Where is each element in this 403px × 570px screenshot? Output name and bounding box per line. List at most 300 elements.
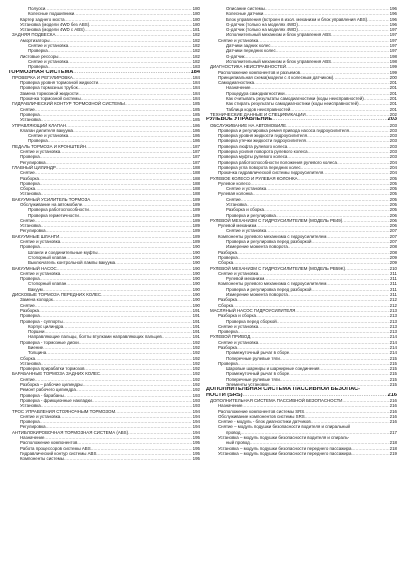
toc-page-number: 216 — [389, 408, 397, 414]
toc-entry-title: Замена тормозной жидкости — [20, 90, 79, 96]
toc-entry-title: Установка — [20, 223, 41, 229]
toc-entry-title: Проверка — [20, 111, 40, 117]
toc-page-number: 195 — [192, 456, 200, 462]
toc-entry-title: Направляющие пальцы, болты втулками направляющих пальцев — [28, 334, 162, 340]
toc-entry-title: Разборка и сборка — [226, 207, 264, 213]
toc-page-number: 191 — [192, 313, 200, 319]
toc-entry-title: Самодиагностика — [218, 80, 255, 86]
toc-entry-title: Стопорный клапан — [28, 281, 67, 287]
toc-page-number: 195 — [192, 450, 200, 456]
toc-page-number: 180 — [192, 11, 200, 17]
toc-page-number: 212 — [389, 297, 397, 303]
toc-entry — [206, 451, 397, 456]
toc-entry-title: Сборка — [20, 186, 36, 192]
toc-page-number: 191 — [192, 334, 200, 340]
toc-page-number: 214 — [389, 334, 397, 340]
toc-page-number: 215 — [389, 366, 397, 372]
toc-page-number: 191 — [192, 307, 200, 313]
toc-entry-title: Снятие и установка — [20, 413, 61, 419]
toc-page-number: 190 — [192, 297, 200, 303]
toc-entry-title: Расположение компонентов и разъемов — [218, 69, 300, 75]
toc-page-number: 203 — [389, 133, 397, 139]
toc-entry-title: Проверка перед сборкой — [226, 318, 277, 324]
toc-entry-title: Элементы установки — [226, 382, 269, 388]
toc-page-number: 198 — [389, 58, 397, 64]
toc-entry-title: ОБСЛУЖИВАНИЕ НА АВТОМОБИЛЕ — [210, 122, 287, 128]
toc-page-number: 190 — [192, 276, 200, 282]
toc-entry-title: Компоненты системы — [20, 456, 64, 462]
toc-entry-title: Снятие и установка — [226, 186, 267, 192]
toc-page-number: 203 — [389, 143, 397, 149]
toc-entry-title: УПРАВЛЯЮЩИЙ КЛАПАН — [12, 122, 67, 128]
toc-entry-title: МАСЛЯНЫЙ НАСОС ГИДРОУСИЛИТЕЛЯ — [210, 307, 296, 313]
toc-page-number: 180 — [192, 16, 200, 22]
toc-page-number: 185 — [192, 106, 200, 112]
toc-page-number: 196 — [389, 16, 397, 22]
toc-page-number: 206 — [389, 223, 397, 229]
toc-page-number: 192 — [192, 355, 200, 361]
toc-entry-title: Разборка — [218, 249, 237, 255]
toc-entry-title: Установка — [20, 360, 41, 366]
toc-page-number: 197 — [389, 32, 397, 38]
toc-entry-title: ЗАДНЯЯ ПОДВЕСКА — [12, 32, 56, 38]
toc-page-number: 190 — [192, 254, 200, 260]
toc-page-number: 218 — [389, 445, 397, 451]
toc-page-number: 219 — [389, 450, 397, 456]
toc-entry-title: Сборка — [20, 355, 36, 361]
toc-page-number: 204 — [389, 164, 397, 170]
toc-column-left — [8, 6, 200, 462]
toc-page-number: 207 — [389, 228, 397, 234]
toc-entry-title: Рулевая колонка — [218, 191, 253, 197]
toc-entry-title: Снятие — [20, 302, 35, 308]
toc-page-number: 213 — [389, 307, 397, 313]
toc-entry-title: Прокачка тормозной системы — [20, 96, 81, 102]
toc-entry-title: Толщина — [28, 350, 47, 356]
toc-entry-title: Проверка — [20, 244, 40, 250]
toc-page-number: 186 — [192, 122, 200, 128]
toc-entry-title: Сборка — [218, 302, 234, 308]
toc-entry-title: Снятие и установка — [28, 133, 69, 139]
toc-entry-title: Датчики задних колес — [226, 43, 271, 49]
toc-entry-title: Как считывать результаты самодиагностики (коды неисправностей) — [226, 96, 364, 102]
toc-entry-title: Проверка утечки жидкости гидроусилителя — [218, 138, 306, 144]
toc-entry-title: Проверка — [20, 419, 40, 425]
toc-entry-title: ВАКУУМНЫЕ ШЛАНГИ — [12, 233, 60, 239]
toc-entry-title: ВАКУУМНЫЙ УСИЛИТЕЛЬ ТОРМОЗА — [12, 196, 91, 202]
toc-entry-title: Проверка люфта рулевого колеса — [218, 143, 288, 149]
toc-page-number: 201 — [389, 106, 397, 112]
toc-entry-title: ТОРМОЗНАЯ СИСТЕМА — [8, 69, 74, 75]
toc-entry-title: Проверка работоспособности положения рулевого колеса — [218, 159, 337, 165]
toc-entry-title: Проверка — [218, 254, 238, 260]
toc-entry-title: Проверка и регулировка перед разборкой — [226, 286, 312, 292]
toc-entry-title: Как стирать результаты самодиагностики (коды неисправностей) — [226, 101, 359, 107]
toc-page-number: 190 — [192, 292, 200, 298]
toc-page-number: 194 — [192, 424, 200, 430]
toc-entry-title: Проверка — [20, 154, 40, 160]
toc-page-number: 180 — [192, 6, 200, 11]
toc-entry-title: Принципиальная схема(модели с 4 колесным датчиком) — [218, 74, 334, 80]
toc-entry-title: Компоненты рулевого механизма с гидроусилителем — [218, 281, 327, 287]
toc-entry-title: G-датчик (только на моделях 4WD) — [226, 27, 298, 33]
toc-page-number: 205 — [389, 201, 397, 207]
toc-entry-title: РУЛЕВОЙ ПРИВОД — [210, 334, 251, 340]
toc-entry-title: ный провод — [226, 440, 250, 446]
toc-entry-title: Измерение момента поворота — [226, 292, 288, 298]
toc-entry-title: Проверка - фрикционные накладки — [20, 397, 92, 403]
toc-entry-title: Процедура самодиагностики — [226, 90, 285, 96]
toc-page-number: 197 — [389, 48, 397, 54]
toc-page-number: 216 — [389, 403, 397, 409]
toc-page-number: 190 — [192, 265, 200, 271]
toc-entry-title: Разборка — [218, 345, 237, 350]
toc-page-number: 203 — [389, 138, 397, 144]
toc-page-number: 199 — [389, 69, 397, 75]
toc-entry-title: Снятие и установка — [226, 228, 267, 234]
toc-page-number: 190 — [192, 286, 200, 292]
toc-entry-title: БАРАБАННЫЕ ТОРМОЗА ЗАДНИХ КОЛЕС — [12, 371, 101, 377]
toc-entry-title: Проверка — [20, 180, 40, 186]
toc-page-number: 194 — [192, 413, 200, 419]
toc-entry-title: Компоненты рулевого механизма с гидроусилителем — [218, 233, 327, 239]
toc-page-number: 197 — [389, 43, 397, 49]
toc-page-number: 191 — [192, 323, 200, 329]
toc-entry-title: Разборка — [218, 297, 237, 303]
toc-entry-title: Разборка и сборка — [218, 313, 256, 319]
toc-page-number: 200 — [389, 74, 397, 80]
toc-page-number: 211 — [390, 276, 397, 282]
toc-page-number: 216 — [389, 397, 397, 403]
toc-entry-title: РУЛЕВОЙ МЕХАНИЗМ С ГИДРОУСИЛИТЕЛЕМ (МОДЕЛЬ PB59K) — [210, 265, 346, 271]
toc-entry-title: Назначение — [226, 85, 251, 91]
toc-page-number: 182 — [192, 37, 200, 43]
toc-entry-title: Промежуточный рычаг в сборе — [226, 350, 290, 356]
toc-page-number: 195 — [192, 435, 200, 441]
toc-entry-title: Проверка прирабатки тормозов — [20, 366, 85, 372]
toc-page-number: 182 — [192, 53, 200, 59]
toc-page-number: 216 — [389, 413, 397, 419]
toc-page-number: 186 — [192, 138, 200, 144]
toc-page-number: 213 — [389, 329, 397, 335]
toc-page-number: 191 — [192, 318, 200, 324]
toc-page-number: 196 — [389, 6, 397, 11]
toc-page-number: 182 — [192, 43, 200, 49]
toc-page-number: 208 — [389, 249, 397, 255]
toc-page-number: 185 — [192, 117, 200, 123]
toc-page-number: 197 — [389, 37, 397, 43]
toc-page-number: 186 — [192, 127, 200, 133]
toc-entry-title: Расположение компонентов системы SRS — [218, 408, 305, 414]
toc-page-number: 215 — [389, 355, 397, 361]
toc-entry-title: Шланги и соединительные муфты — [28, 249, 98, 255]
toc-entry — [8, 456, 200, 461]
toc-page-number: 214 — [389, 345, 397, 350]
toc-entry-title: Установка (модели 4WD с ABS) — [20, 27, 85, 33]
toc-page-number: 211 — [390, 292, 397, 298]
toc-entry-title: Проверка и регулировка ремня привода насоса гидроусилителя — [218, 127, 349, 133]
toc-entry-title: Установка — [226, 201, 247, 207]
toc-page-number: 218 — [389, 440, 397, 446]
toc-page-number: 205 — [389, 207, 397, 213]
toc-page-number: 191 — [192, 329, 200, 335]
toc-entry-title: Проверка — [28, 138, 48, 144]
toc-page-number: 195 — [192, 445, 200, 451]
toc-entry-title: Биение — [28, 345, 44, 350]
toc-page-number: 203 — [389, 149, 397, 155]
toc-entry-title: Снятие и установка — [20, 239, 61, 245]
toc-entry-title: Проверка и регулировка перед разборкой — [226, 239, 312, 245]
toc-entry-title: ТЕХНИЧЕСКИЕ ДАННЫЕ И СПЕЦИФИКАЦИИ — [210, 111, 306, 117]
toc-page-number: 207 — [389, 239, 397, 245]
toc-page-number: 213 — [389, 323, 397, 329]
toc-entry-title: Рулевой механизм — [226, 276, 265, 282]
toc-entry-title: РУЛЕВОЕ КОЛЕСО И РУЛЕВАЯ КОЛОНКА — [210, 175, 298, 181]
toc-page-number: 189 — [192, 217, 200, 223]
toc-page-number: 192 — [192, 376, 200, 382]
toc-entry-title: Снятие - модуль - блок диагностики датчиков — [218, 419, 311, 425]
toc-entry-title: Проверка - барабаны — [20, 392, 64, 398]
toc-entry-title: Установка — [20, 117, 41, 123]
toc-entry-title: Исполнительный механизм и блок управления ABS — [226, 58, 332, 64]
toc-page-number: 185 — [192, 111, 200, 117]
toc-entry-title: Снятие и установка — [218, 270, 259, 276]
toc-entry-title: Ремонт рабочего цилиндра — [20, 387, 76, 393]
toc-page-number: 215 — [389, 371, 397, 377]
toc-page-number: 184 — [192, 96, 200, 102]
toc-entry-title: ДИСКОВЫЕ ТОРМОЗА ПЕРЕДНИХ КОЛЕС — [12, 292, 102, 298]
toc-entry-title: Проверка — [218, 329, 238, 335]
toc-entry-title: ДОПОЛНИТЕЛЬНАЯ СИСТЕМА ПАССИВНОЙ БЕЗОПАСНОСТИ — [210, 397, 343, 403]
toc-entry-title: Сборка — [218, 260, 234, 266]
toc-entry-title: Исполнительный механизм и блок управления ABS — [226, 32, 332, 38]
toc-page-number: 203 — [389, 127, 397, 133]
toc-page-number: 213 — [389, 318, 397, 324]
toc-page-number: 189 — [192, 212, 200, 218]
toc-page-number: 202 — [389, 111, 397, 117]
toc-entry-title: Промежуточный рычаг в сборе — [226, 371, 290, 377]
toc-entry-title: Снятие и установка — [20, 149, 61, 155]
toc-column-right — [206, 6, 397, 456]
toc-page-number: 180 — [192, 21, 200, 27]
toc-entry-title: Установка (модели 4WD без ABS) — [20, 21, 90, 27]
toc-entry-title: Снятие и установка — [218, 37, 259, 43]
toc-page-number: 184 — [192, 74, 200, 80]
toc-entry-title: Снятие — [20, 106, 35, 112]
toc-entry-title: Поперечные рулевые тяги — [226, 355, 280, 361]
toc-entry-title: Регулировка — [20, 228, 46, 234]
toc-entry-title: Снятие и установка — [218, 339, 259, 345]
toc-page-number: 215 — [389, 360, 397, 366]
toc-page-number: 204 — [389, 159, 397, 165]
toc-page-number: 201 — [389, 101, 397, 107]
toc-page-number: 190 — [192, 270, 200, 276]
toc-entry-title: Проверка — [28, 48, 48, 54]
toc-entry-title: G-датчик — [226, 53, 245, 59]
toc-entry-title: Датчики передних колес — [226, 48, 276, 54]
toc-page-number: 182 — [192, 32, 200, 38]
toc-page-number: 184 — [192, 85, 200, 91]
toc-page-number: 187 — [192, 159, 200, 165]
toc-entry-title: Проверка герметичности — [28, 212, 79, 218]
toc-page-number: 196 — [389, 21, 397, 27]
toc-page-number: 192 — [192, 360, 200, 366]
toc-page-number: 211 — [390, 281, 397, 287]
toc-entry-title: Полуоси — [28, 6, 46, 11]
toc-page-number: 196 — [389, 11, 397, 17]
toc-entry-title: Установка – модуль подушки безопасности переднего пассажира — [218, 445, 352, 451]
toc-entry-title: Работа процессоров системы ABS — [20, 445, 91, 451]
toc-entry-title: Проверка усилия поворота рулевого колеса — [218, 149, 308, 155]
toc-entry-title: Снятие — [20, 170, 35, 176]
toc-entry-title: Шаровые шарниры и шарнирные соединения — [226, 366, 320, 372]
toc-entry-title: Назначение — [20, 435, 45, 441]
toc-entry-title: Корпус цилиндра — [28, 323, 64, 329]
toc-page-number: 189 — [192, 233, 200, 239]
toc-page-number: 188 — [192, 180, 200, 186]
toc-entry-title: Выключатель контрольной лампы вакуума — [28, 260, 116, 266]
toc-page-number: 192 — [192, 350, 200, 356]
toc-entry-title: Регулировка — [20, 159, 46, 165]
toc-entry-title: Таблица кодов неисправностей — [226, 106, 291, 112]
toc-entry-title: Проверка и регулировка — [226, 212, 276, 218]
toc-entry-title: Снятие — [226, 196, 241, 202]
toc-page-number: 189 — [192, 239, 200, 245]
toc-entry-title: Обслуживание компонентов системы SRS — [218, 413, 305, 419]
toc-page-number: 188 — [192, 186, 200, 192]
toc-entry-title: Замена колодок — [20, 297, 53, 303]
toc-entry-title: Разборка – рабочие цилиндры — [20, 382, 83, 388]
toc-page-number: 210 — [389, 265, 397, 271]
toc-page-number: 190 — [192, 244, 200, 250]
toc-page-number: 206 — [389, 212, 397, 218]
toc-page-number: 189 — [192, 201, 200, 207]
toc-entry-title: Колесные датчики — [226, 11, 264, 17]
toc-page-number: 205 — [389, 180, 397, 186]
toc-page-number: 199 — [389, 64, 397, 70]
toc-page-number: 201 — [389, 90, 397, 96]
toc-entry-title: Установка – модуль подушки безопасности переднего пассажира — [218, 450, 352, 456]
toc-page-number: 193 — [192, 397, 200, 403]
toc-entry-title: Проверка уровня жидкости гидроусилителя — [218, 133, 307, 139]
toc-entry-title: Снятие – модуль подушки безопасности водителя и спиральный — [218, 424, 350, 430]
toc-page-number: 201 — [389, 85, 397, 91]
toc-page-number: 194 — [192, 408, 200, 414]
toc-page-number: 216 — [387, 392, 397, 398]
toc-page-number: 195 — [192, 440, 200, 446]
toc-leader-dots — [351, 451, 388, 456]
toc-entry-title: Листовые рессоры — [20, 53, 59, 59]
toc-page-number: 201 — [389, 80, 397, 86]
toc-entry-title: ПРОВЕРКА И РЕГУЛИРОВКА — [12, 74, 73, 80]
toc-page-number: 217 — [389, 429, 397, 435]
toc-entry-title: Разборка — [20, 307, 39, 313]
toc-entry-title: Снятие и установка — [20, 270, 61, 276]
toc-page-number: 188 — [192, 191, 200, 197]
toc-entry-title: Регулировка — [20, 424, 46, 430]
toc-page-number: 185 — [192, 101, 200, 107]
toc-leader-dots — [64, 456, 192, 461]
toc-entry-title: Проверка уровня тормозной жидкости — [20, 80, 99, 86]
toc-page-number: 203 — [387, 117, 397, 123]
toc-page-number: 192 — [192, 387, 200, 393]
toc-page-number: 205 — [389, 191, 397, 197]
toc-entry-title: Рулевой механизм — [218, 223, 257, 229]
toc-entry-title: Установка — [20, 191, 41, 197]
toc-entry-title: Амортизаторы — [20, 37, 50, 43]
toc-entry-title: Поперечные рулевые тяги — [226, 376, 280, 382]
toc-page-number: 190 — [192, 281, 200, 287]
toc-page-number: 187 — [192, 149, 200, 155]
toc-entry-title: Проверка — [20, 313, 40, 319]
toc-page-number: 216 — [389, 419, 397, 425]
toc-page-number: 209 — [389, 254, 397, 260]
toc-entry-title: АНТИБЛОКИРОВОЧНАЯ ТОРМОЗНАЯ СИСТЕМА (ABS) — [12, 429, 129, 435]
toc-entry-title: Назначение — [218, 403, 243, 409]
toc-entry-title: Проверка работоспособности — [28, 207, 89, 213]
toc-page-number: 192 — [192, 366, 200, 372]
toc-entry-title: НОСТИ (SRS) — [206, 392, 243, 398]
toc-page-number: 189 — [192, 196, 200, 202]
toc-page-number: 205 — [389, 186, 397, 192]
toc-entry-title: РУЛЕВОЕ УПРАВЛЕНИЕ — [206, 117, 273, 123]
toc-entry-title: Проверка - тормозные диски — [20, 339, 79, 345]
toc-entry-title: Поршни — [28, 329, 45, 335]
toc-entry-title: ДИАГНОСТИКА НЕИСПРАВНОСТЕЙ — [210, 64, 287, 70]
toc-entry-title: Проверка — [218, 360, 238, 366]
toc-entry-title: Измерение момента поворота — [226, 244, 288, 250]
toc-page-number: 182 — [192, 58, 200, 64]
toc-page-number: 189 — [192, 223, 200, 229]
toc-entry-title: провод — [226, 429, 241, 435]
toc-page-number: 192 — [192, 382, 200, 388]
toc-entry-title: ДОПОЛНИТЕЛЬНАЯ СИСТЕМА ПАССИВНОЙ БЕЗОПАС- — [206, 387, 361, 393]
toc-page-number: 184 — [190, 69, 200, 75]
toc-page-number: 203 — [389, 154, 397, 160]
toc-page-number: 188 — [192, 164, 200, 170]
toc-entry-title: Проверка тормозных трубок — [20, 85, 78, 91]
toc-entry-title: Клапан дилителя вакуума — [20, 127, 73, 133]
toc-page-number: 211 — [390, 270, 397, 276]
toc-entry-title: Гидравлический контур системы ABS — [20, 450, 97, 456]
toc-page-number: 207 — [389, 233, 397, 239]
toc-page-number: 190 — [192, 260, 200, 266]
toc-page-number: 203 — [389, 122, 397, 128]
toc-page-number: 187 — [192, 143, 200, 149]
toc-entry-title: Прокачка гидравлической системы гидроусилителя — [218, 170, 324, 176]
toc-entry-title: Проверка — [20, 276, 40, 282]
toc-page-number: 206 — [389, 217, 397, 223]
toc-entry-title: ВАКУУМНЫЙ НАСОС — [12, 265, 57, 271]
toc-entry-title: Описание системы — [226, 6, 265, 11]
toc-page-number: 184 — [192, 80, 200, 86]
toc-page-number: 184 — [192, 90, 200, 96]
toc-page-number: 194 — [192, 419, 200, 425]
toc-page-number: 204 — [389, 170, 397, 176]
toc-entry-title: РУЛЕВОЙ МЕХАНИЗМ С ГИДРОУСИЛИТЕЛЕМ (МОДЕЛЬ PB49) — [210, 217, 343, 223]
toc-entry-title: Проверка — [28, 64, 48, 70]
toc-entry-title: Установка – модуль подушки безопасности водителя и спираль- — [218, 435, 350, 441]
toc-page-number: 192 — [192, 345, 200, 350]
toc-entry-title: ГИДРАВЛИЧЕСКИЙ КОНТУР ТОРМОЗНОЙ СИСТЕМЫ — [12, 101, 125, 107]
toc-entry-title: Колесные подшипники — [28, 11, 75, 17]
toc-entry-title: Вакуум — [28, 286, 43, 292]
toc-page-number: 189 — [192, 228, 200, 234]
toc-page-number: 193 — [192, 392, 200, 398]
toc-page-number: 198 — [389, 53, 397, 59]
toc-entry-title: Рулевое колесо — [218, 180, 251, 186]
toc-entry-title: ГЛАВНЫЙ ЦИЛИНДР — [12, 164, 56, 170]
